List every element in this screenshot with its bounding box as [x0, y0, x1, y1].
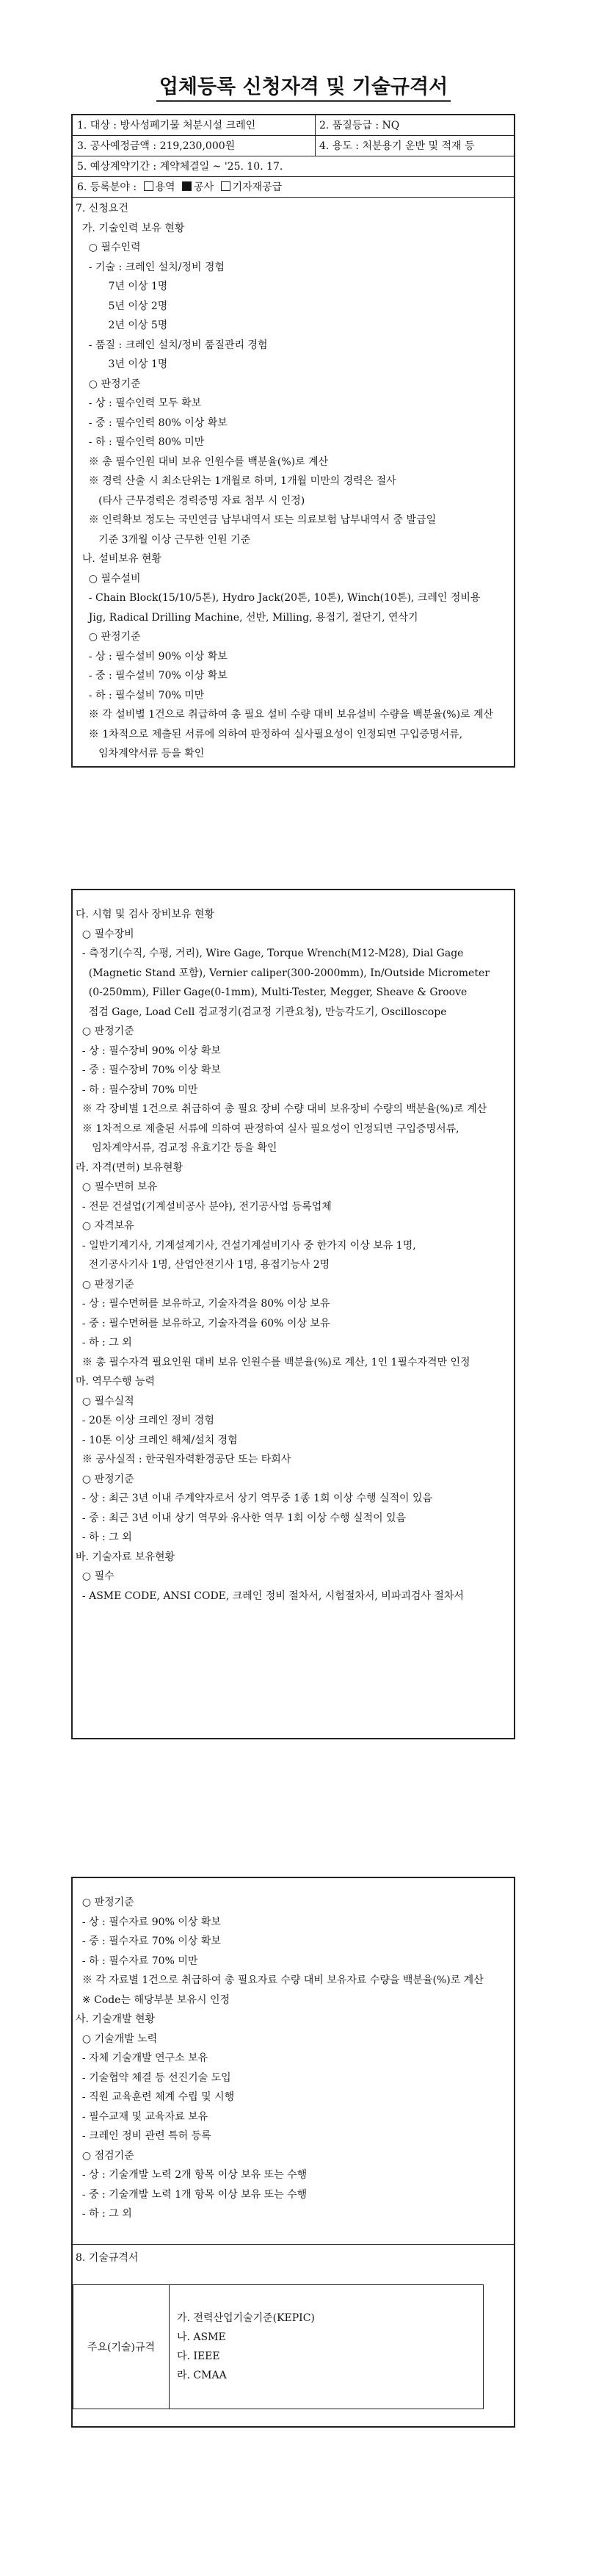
- text-line: ○ 필수장비: [76, 928, 134, 940]
- text-line: ○ 필수: [76, 1570, 115, 1582]
- requirements-text: [73, 1878, 514, 2224]
- text-line: 바. 기술자료 보유현황: [76, 1551, 175, 1563]
- text-line: - 중 : 기술개발 노력 1개 항목 이상 보유 또는 수행: [76, 2188, 308, 2201]
- purpose-field: 4. 용도 : 처분용기 운반 및 적재 등: [319, 140, 475, 152]
- text-line: - 직원 교육훈련 체계 수립 및 시행: [76, 2091, 235, 2103]
- text-line: - 하 : 그 외: [76, 1337, 132, 1349]
- spec-item: 다. IEEE: [177, 2350, 220, 2362]
- text-line: ○ 판정기준: [76, 631, 141, 643]
- text-line: ※ 총 필수자격 필요인원 대비 보유 인원수를 백분율(%)로 계산, 1인 1필수자격만 인정: [76, 1356, 470, 1368]
- text-line: 사. 기술개발 현황: [76, 2013, 156, 2025]
- text-line: ○ 판정기준: [76, 1025, 134, 1037]
- text-line: - 중 : 필수자료 70% 이상 확보: [76, 1935, 221, 1947]
- text-line: ※ 각 자료별 1건으로 취급하여 총 필요자료 수량 대비 보유자료 수량을 백분율(%)로 계산: [76, 1974, 484, 1986]
- spec-label: 주요(기술)규격: [73, 2285, 170, 2409]
- text-line: - 상 : 필수자료 90% 이상 확보: [76, 1916, 221, 1928]
- text-line: ※ 각 설비별 1건으로 취급하여 총 필요 설비 수량 대비 보유설비 수량을 백분율(%)로 계산: [76, 709, 494, 721]
- text-line: - 하 : 그 외: [76, 1531, 132, 1543]
- text-line: - 중 : 최근 3년 이내 상기 역무와 유사한 역무 1회 이상 수행 실적이 있음: [76, 1512, 407, 1524]
- quality-grade-field: 2. 품질등급 : NQ: [319, 120, 400, 131]
- text-line: (타사 근무경력은 경력증명 자료 첨부 시 인정): [76, 494, 305, 507]
- spec-item: 가. 전력산업기술기준(KEPIC): [177, 2312, 315, 2324]
- text-line: 전기공사기사 1명, 산업안전기사 1명, 용접기능사 2명: [76, 1259, 330, 1271]
- text-line: - 상 : 필수설비 90% 이상 확보: [76, 650, 228, 663]
- text-line: 라. 자격(면허) 보유현황: [76, 1161, 183, 1174]
- text-line: - 하 : 필수장비 70% 미만: [76, 1083, 198, 1096]
- requirements-text: [73, 890, 514, 1606]
- spec-table: [73, 2284, 484, 2409]
- text-line: ※ 1차적으로 제출된 서류에 의하여 판정하여 실사 필요성이 인정되면 구입증명서류,: [76, 1122, 459, 1135]
- text-line: ○ 판정기준: [76, 1897, 134, 1908]
- registration-field-label: 6. 등록분야 :: [77, 181, 137, 193]
- option-equipment-supply: 기자재공급: [232, 181, 283, 193]
- text-line: ○ 필수인력: [76, 242, 141, 253]
- text-line: - ASME CODE, ANSI CODE, 크레인 정비 절차서, 시험절차서, 비파괴검사 절차서: [76, 1590, 464, 1602]
- text-line: Jig, Radical Drilling Machine, 선반, Milling, 용접기, 절단기, 연삭기: [76, 611, 418, 624]
- text-line: - 기술협약 체결 등 선진기술 도입: [76, 2071, 231, 2084]
- text-line: - 상 : 필수인력 모두 확보: [76, 397, 202, 409]
- text-line: 임차계약서류, 검교정 유효기간 등을 확인: [76, 1142, 277, 1154]
- estimated-amount-field: 3. 공사예정금액 : 219,230,000원: [77, 140, 236, 152]
- text-line: ○ 필수면허 보유: [76, 1181, 158, 1193]
- text-line: ○ 판정기준: [76, 1473, 134, 1485]
- text-line: 나. 설비보유 현황: [76, 553, 161, 565]
- text-line: 7. 신청요건: [76, 203, 128, 214]
- text-line: - 중 : 필수장비 70% 이상 확보: [76, 1064, 221, 1076]
- text-line: - 전문 건설업(기계설비공사 분야), 전기공사업 등록업체: [76, 1200, 332, 1213]
- text-line: ○ 판정기준: [76, 378, 141, 390]
- text-line: ※ 경력 산출 시 최소단위는 1개월로 하며, 1개월 미만의 경력은 절사: [76, 475, 396, 487]
- requirements-box-3: [71, 1877, 515, 2428]
- option-construction: 공사: [194, 181, 214, 193]
- header-row-1: [73, 115, 514, 136]
- text-line: - 중 : 필수설비 70% 이상 확보: [76, 670, 228, 682]
- text-line: - 품질 : 크레인 설치/정비 품질관리 경험: [76, 339, 268, 351]
- text-line: - 10톤 이상 크레인 해체/설치 경험: [76, 1434, 238, 1446]
- text-line: ※ 공사실적 : 한국원자력환경공단 또는 타회사: [76, 1454, 291, 1465]
- text-line: ○ 기술개발 노력: [76, 2032, 158, 2045]
- text-line: ○ 필수실적: [76, 1395, 134, 1407]
- text-line: - 필수교재 및 교육자료 보유: [76, 2110, 208, 2123]
- text-line: - 기술 : 크레인 설치/정비 경험: [76, 261, 225, 273]
- page-title: 업체등록 신청자격 및 기술규격서: [0, 71, 607, 99]
- text-line: - 중 : 필수인력 80% 이상 확보: [76, 416, 228, 429]
- text-line: ○ 자격보유: [76, 1220, 134, 1232]
- text-line: ○ 필수설비: [76, 572, 141, 585]
- text-line: ※ 1차적으로 제출된 서류에 의하여 판정하여 실사필요성이 인정되면 구입증명서류,: [76, 728, 463, 740]
- text-line: ※ 총 필수인원 대비 보유 인원수를 백분율(%)로 계산: [76, 455, 329, 468]
- requirements-box-1: [71, 114, 515, 768]
- text-line: 7년 이상 1명: [76, 281, 168, 292]
- section-8-heading: 8. 기술규격서: [76, 2252, 139, 2264]
- option-service: 용역: [155, 181, 175, 193]
- text-line: (Magnetic Stand 포함), Vernier caliper(300-2000mm), In/Outside Micrometer: [76, 967, 490, 979]
- text-line: 임차계약서류 등을 확인: [76, 748, 205, 760]
- text-line: 3년 이상 1명: [76, 358, 168, 370]
- spec-item: 나. ASME: [177, 2331, 226, 2343]
- target-field: 1. 대상 : 방사성폐기물 처분시설 크레인: [77, 120, 256, 131]
- text-line: 점검 Gage, Load Cell 검교정기(검교정 기관요청), 만능각도기, Oscilloscope: [76, 1006, 447, 1018]
- text-line: - 20톤 이상 크레인 정비 경험: [76, 1415, 214, 1426]
- spec-list: [170, 2285, 484, 2409]
- header-row-2: [73, 136, 514, 156]
- text-line: (0-250mm), Filler Gage(0-1mm), Multi-Tester, Megger, Sheave & Groove: [76, 986, 468, 998]
- text-line: 마. 역무수행 능력: [76, 1376, 156, 1388]
- requirements-box-2: [71, 889, 515, 1739]
- text-line: ○ 판정기준: [76, 1278, 134, 1291]
- text-line: - 상 : 필수면허를 보유하고, 기술자격을 80% 이상 보유: [76, 1298, 330, 1310]
- checkbox-unchecked-icon: [144, 181, 153, 191]
- text-line: - 중 : 필수면허를 보유하고, 기술자격을 60% 이상 보유: [76, 1317, 330, 1330]
- text-line: ※ Code는 해당부분 보유시 인정: [76, 1994, 230, 2006]
- text-line: - 상 : 최근 3년 이내 주계약자로서 상기 역무중 1종 1회 이상 수행 실적이 있음: [76, 1493, 433, 1504]
- text-line: 다. 시험 및 검사 장비보유 현황: [76, 909, 214, 920]
- text-line: 가. 기술인력 보유 현황: [76, 222, 185, 234]
- contract-period-row: [73, 156, 514, 177]
- text-line: - 일반기계기사, 기계설계기사, 건설기계설비기사 중 한가지 이상 보유 1명,: [76, 1239, 416, 1252]
- text-line: ※ 각 장비별 1건으로 취급하여 총 필요 장비 수량 대비 보유장비 수량의 백분율(%)로 계산: [76, 1103, 487, 1115]
- text-line: - 측정기(수직, 수평, 거리), Wire Gage, Torque Wrench(M12-M28), Dial Gage: [76, 948, 464, 959]
- registration-field-row: [73, 177, 514, 198]
- text-line: 기준 3개월 이상 근무한 인원 기준: [76, 533, 251, 546]
- text-line: ○ 점검기준: [76, 2149, 134, 2162]
- text-line: - 하 : 필수인력 80% 미만: [76, 436, 205, 448]
- text-line: - 하 : 그 외: [76, 2208, 132, 2220]
- text-line: 5년 이상 2명: [76, 300, 168, 312]
- spec-item: 라. CMAA: [177, 2370, 227, 2381]
- checkbox-unchecked-icon: [221, 181, 230, 191]
- text-line: - Chain Block(15/10/5톤), Hydro Jack(20톤, 10톤), Winch(10톤), 크레인 정비용: [76, 592, 481, 604]
- text-line: - 크레인 정비 관련 특허 등록: [76, 2130, 211, 2142]
- text-line: - 상 : 기술개발 노력 2개 항목 이상 보유 또는 수행: [76, 2169, 308, 2181]
- checkbox-checked-icon: [182, 181, 192, 191]
- requirements-text: [73, 198, 514, 764]
- text-line: ※ 인력확보 정도는 국민연금 납부내역서 또는 의료보험 납부내역서 중 발급일: [76, 514, 437, 526]
- text-line: - 상 : 필수장비 90% 이상 확보: [76, 1045, 221, 1057]
- text-line: 2년 이상 5명: [76, 320, 168, 331]
- text-line: - 자체 기술개발 연구소 보유: [76, 2052, 208, 2064]
- text-line: - 하 : 필수설비 70% 미만: [76, 689, 205, 701]
- contract-period-field: 5. 예상계약기간 : 계약체결일 ~ '25. 10. 17.: [77, 161, 283, 173]
- text-line: - 하 : 필수자료 70% 미만: [76, 1955, 198, 1967]
